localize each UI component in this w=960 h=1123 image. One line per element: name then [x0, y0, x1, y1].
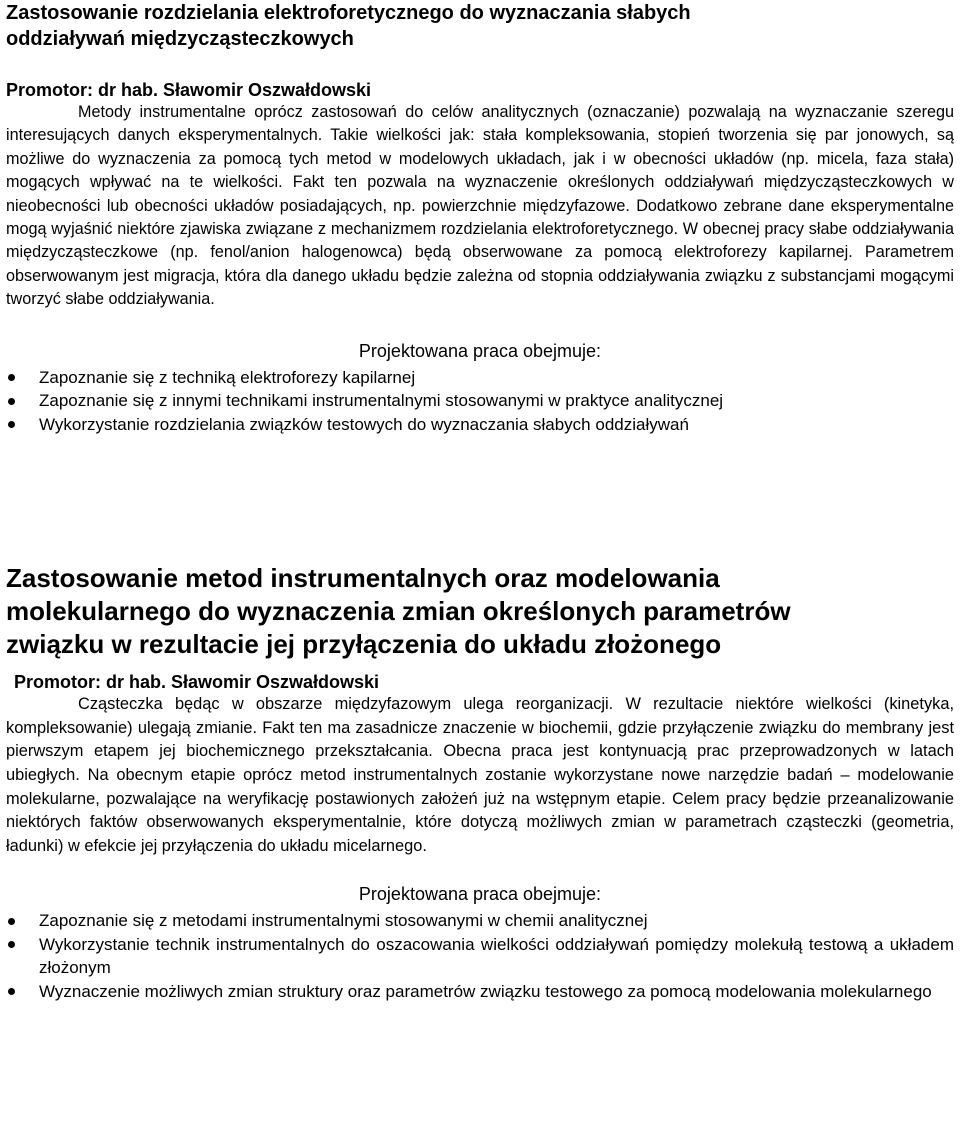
description-paragraph: Cząsteczka będąc w obszarze międzyfazowym ulega reorganizacji. W rezultacie niektóre wielkości (kinetyka, kompleksowanie) ulegają zmianie. Fakt ten ma zasadnicze znaczenie w biochemii, gdzie przyłączenie związku do membrany jest pierwszym etapem jej biochemicznego przekształcania. Obecna praca jest kontynuacją prac przeprowadzonych w latach ubiegłych. Na obecnym etapie oprócz metod instrumentalnych zostanie wykorzystane nowe narzędzie badań – modelowanie molekularne, pozwalające na weryfikację postawionych założeń już na wstępnym etapie. Celem pracy będzie przeanalizowanie niektórych faktów obserwowanych eksperymentalnie, które dotyczą możliwych zmian w parametrach cząsteczki (geometria, ładunki) w efekcie jej przyłączenia do układu micelarnego. [6, 695, 954, 855]
list-item-text: Wyznaczenie możliwych zmian struktury oraz parametrów związku testowego za pomocą modelowania molekularnego [39, 981, 932, 1001]
bullet-icon [8, 398, 15, 405]
project-items-list [6, 909, 954, 1003]
list-item [6, 389, 954, 413]
section-title [6, 562, 954, 661]
project-items-list [6, 366, 954, 437]
list-item [6, 980, 954, 1004]
list-item-text: Zapoznanie się z innymi technikami instrumentalnymi stosowanymi w praktyce analitycznej [39, 391, 724, 411]
list-item [6, 413, 954, 437]
list-item [6, 366, 954, 390]
bullet-icon [8, 918, 15, 925]
bullet-icon [8, 374, 15, 381]
project-heading: Projektowana praca obejmuje: [358, 340, 602, 361]
list-item-text: Zapoznanie się z techniką elektroforezy kapilarnej [39, 367, 416, 387]
section-title-line: oddziaływań międzycząsteczkowych [6, 28, 354, 50]
section-molecular-modeling [6, 562, 954, 1003]
list-item [6, 933, 954, 980]
promotor-line: Promotor: dr hab. Sławomir Oszwałdowski [6, 80, 372, 100]
bullet-icon [8, 988, 15, 995]
section-title-line: molekularnego do wyznaczenia zmian określonych parametrów [6, 596, 791, 627]
section-title [6, 0, 954, 52]
list-item-text: Wykorzystanie technik instrumentalnych do oszacowania wielkości oddziaływań pomiędzy molekułą testową a układem złożonym [39, 934, 954, 978]
list-item-text: Wykorzystanie rozdzielania związków testowych do wyznaczania słabych oddziaływań [39, 414, 689, 434]
section-title-line: Zastosowanie rozdzielania elektroforetycznego do wyznaczania słabych [6, 2, 691, 24]
project-heading: Projektowana praca obejmuje: [358, 884, 602, 905]
description-paragraph: Metody instrumentalne oprócz zastosowań do celów analitycznych (oznaczanie) pozwalają na wyznaczanie szeregu interesujących danych eksperymentalnych. Takie wielkości jak: stała kompleksowania, stopień tworzenia się par jonowych, są możliwe do wyznaczenia za pomocą tych metod w modelowych układach, jak i w obecności układów (np. micela, faza stała) mogących wpływać na te wielkości. Fakt ten pozwala na wyznaczenie określonych oddziaływań międzycząsteczkowych w nieobecności lub obecności układów posiadających, np. powierzchnie międzyfazowe. Dodatkowo zebrane dane eksperymentalne mogą wyjaśnić niektóre zjawiska związane z mechanizmem rozdzielania elektroforetycznego. W obecnej pracy słabe oddziaływania międzycząsteczkowe (np. fenol/anion halogenowca) będą obserwowane za pomocą elektroforezy kapilarnej. Parametrem obserwowanym jest migracja, która dla danego układu będzie zależna od stopnia oddziaływania związku z substancjami mogącymi tworzyć słabe oddziaływania. [6, 103, 954, 309]
bullet-icon [8, 941, 15, 948]
section-title-line: związku w rezultacie jej przyłączenia do układu złożonego [6, 629, 722, 660]
promotor-line: Promotor: dr hab. Sławomir Oszwałdowski [14, 672, 380, 693]
bullet-icon [8, 421, 15, 428]
list-item [6, 909, 954, 933]
list-item-text: Zapoznanie się z metodami instrumentalnymi stosowanymi w chemii analitycznej [39, 911, 648, 931]
section-title-line: Zastosowanie metod instrumentalnych oraz modelowania [6, 563, 720, 594]
section-electrophoresis [6, 0, 954, 436]
